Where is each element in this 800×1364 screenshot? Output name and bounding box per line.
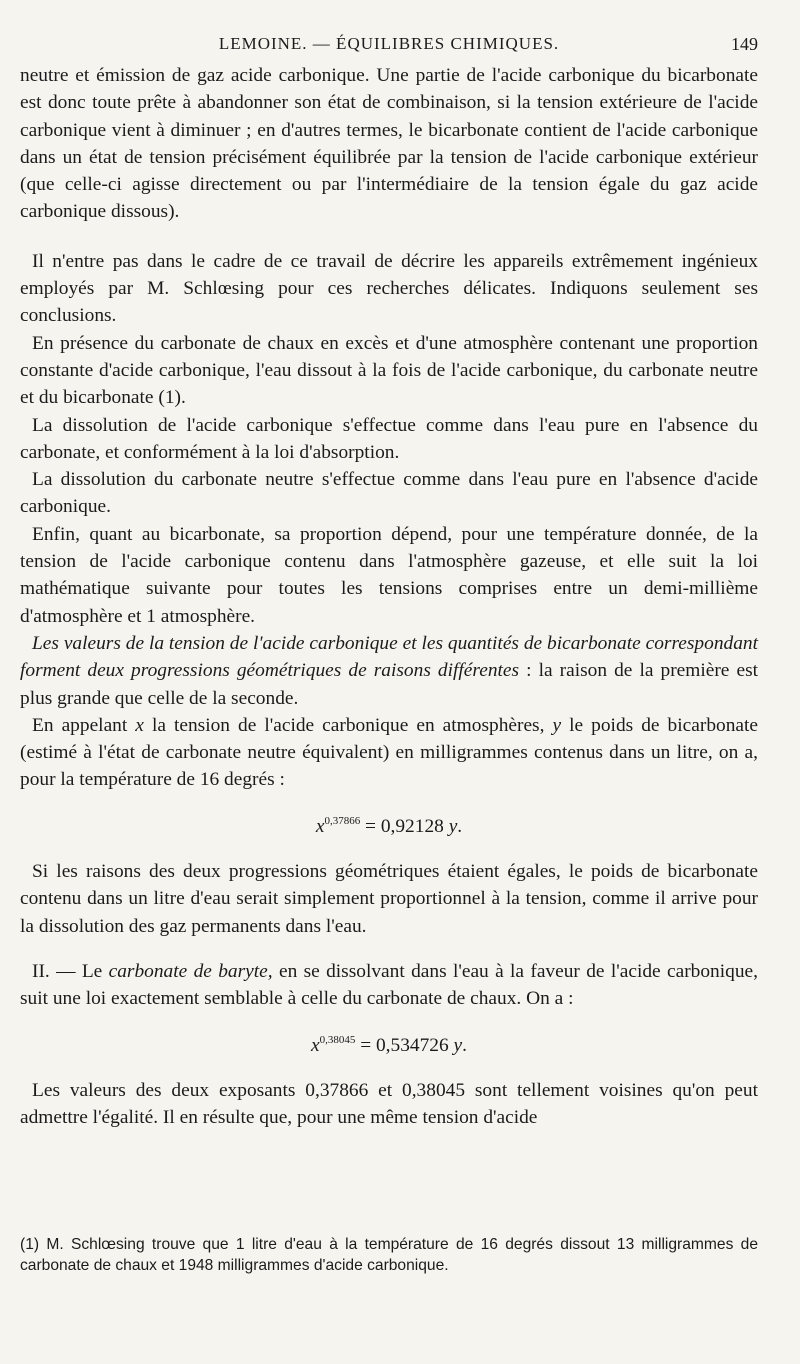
variable-x: x <box>135 714 144 736</box>
formula-var: y <box>453 1034 463 1056</box>
paragraph: neutre et émission de gaz acide carbonique. Une partie de l'acide carbonique du bicarbonate est donc toute prête à abandonner son état de combinaison, si la tension extérieure de l'acide carbonique vient à diminuer ; en d'autres termes, le bicarbonate contient de l'acide carbonique dans un état de tension précisément équilibrée par la tension de l'acide carbonique extérieur (que celle-ci agisse directement ou par l'intermédiaire de la tension égale du gaz acide carbonique dissous). <box>20 65 758 223</box>
paragraph <box>20 630 758 712</box>
paragraph-text: II. — Le <box>32 960 109 982</box>
italic-term: carbonate de baryte, <box>108 960 273 982</box>
italic-law-statement: Les valeurs de la tension de l'acide carbonique et les quantités de bicarbonate correspondant forment deux progressions géométriques de raisons différentes <box>20 632 758 682</box>
paragraph-text: le poids de bicarbonate (estimé à l'état de carbonate neutre équivalent) en milligrammes contenus dans un litre, on a, pour la température de 16 degrés : <box>20 714 758 791</box>
formula-barium <box>20 1027 758 1059</box>
paragraph: En présence du carbonate de chaux en excès et d'une atmosphère contenant une proportion constante d'acide carbonique, l'eau dissout à la fois de l'acide carbonique, du carbonate neutre et du bicarbonate (1). <box>20 332 758 409</box>
paragraph <box>20 958 758 1013</box>
paragraph: Il n'entre pas dans le cadre de ce travail de décrire les appareils extrêmement ingénieux employés par M. Schlœsing pour ces recherches délicates. Indiquons seulement ses conclusions. <box>20 250 758 327</box>
formula-lhs: x <box>315 815 325 837</box>
paragraph <box>20 712 758 794</box>
formula-lhs: x <box>310 1034 320 1056</box>
paragraph: Si les raisons des deux progressions géométriques étaient égales, le poids de bicarbonate contenu dans un litre d'eau serait simplement proportionnel à la tension, comme il arrive pour la dissolution des gaz permanents dans l'eau. <box>20 861 758 937</box>
formula-exponent: 0,37866 <box>324 814 361 827</box>
paragraph: Les valeurs des deux exposants 0,37866 et 0,38045 sont tellement voisines qu'on peut admettre l'égalité. Il en résulte que, pour une même tension d'acide <box>20 1079 758 1129</box>
formula-end: . <box>457 815 463 837</box>
page-header <box>20 32 758 56</box>
paragraph-text: : la raison de la première est plus grande que celle de la seconde. <box>20 660 759 709</box>
formula-rhs: = 0,534726 <box>355 1034 454 1056</box>
paragraph-text: en se dissolvant dans l'eau à la faveur de l'acide carbonique, suit une loi exactement semblable à celle du carbonate de chaux. On a : <box>20 960 758 1010</box>
paragraph: La dissolution du carbonate neutre s'effectue comme dans l'eau pure en l'absence d'acide carbonique. <box>20 469 758 518</box>
formula-var: y <box>448 815 458 837</box>
formula-rhs: = 0,92128 <box>360 815 449 837</box>
variable-y: y <box>552 714 562 736</box>
body-text <box>20 62 758 1131</box>
paragraph: La dissolution de l'acide carbonique s'effectue comme dans l'eau pure en l'absence du carbonate, et conformément à la loi d'absorption. <box>20 414 758 463</box>
formula-end: . <box>462 1034 468 1056</box>
formula-calcium <box>20 808 758 840</box>
page-number: 149 <box>731 34 758 54</box>
footnote: (1) M. Schlœsing trouve que 1 litre d'eau à la température de 16 degrés dissout 13 milligrammes de carbonate de chaux et 1948 milligrammes d'acide carbonique. <box>20 1236 758 1274</box>
paragraph-text: En appelant <box>32 714 136 736</box>
running-title: LEMOINE. — ÉQUILIBRES CHIMIQUES. <box>218 34 560 53</box>
paragraph-text: la tension de l'acide carbonique en atmosphères, <box>143 714 553 736</box>
formula-exponent: 0,38045 <box>319 1033 356 1046</box>
paragraph: Enfin, quant au bicarbonate, sa proportion dépend, pour une température donnée, de la tension de l'acide carbonique contenu dans l'atmosphère gazeuse, et elle suit la loi mathématique suivante pour toutes les tensions comprises entre un demi-millième d'atmosphère et 1 atmosphère. <box>20 523 758 627</box>
